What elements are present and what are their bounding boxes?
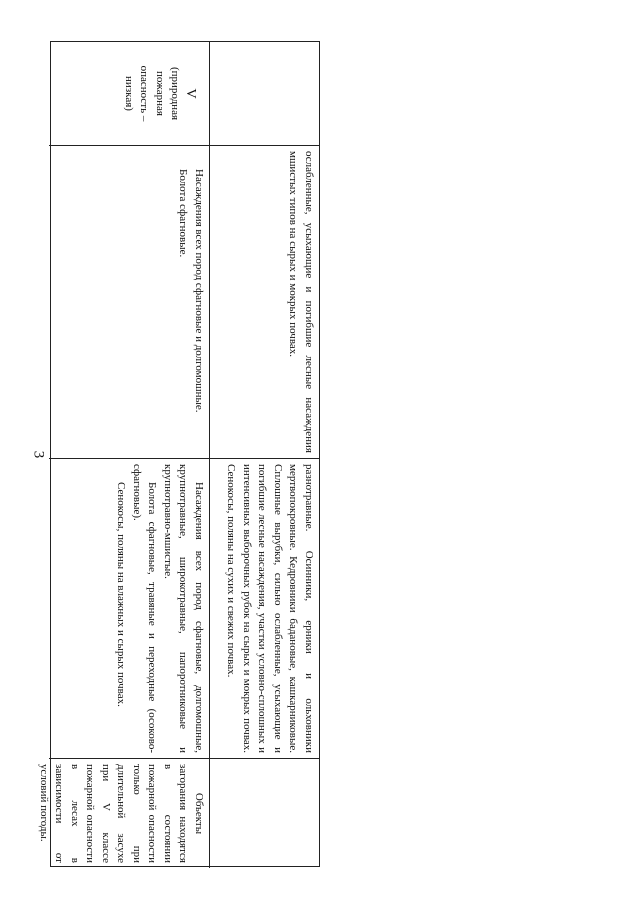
fire-hazard-table [38,41,320,867]
other-lands-text-row2-a: Насаждения всех пород сфагновые, долгомошные, крупнотравные, широкотравные, папоротниковые и крупнотравно-мшистые. [162,464,205,753]
class-cell-row1 [209,42,319,146]
page-number: 3 [30,450,47,459]
forest-types-text-row2-b: Болота сфагновые. [177,169,190,258]
forest-types-text-row2-a: Насаждения всех пород сфагновые и долгомошные. [193,169,205,413]
other-lands-text-row1: разнотравные. Осинники, ерники и ольховники мертвопокровные. Кедровники бадановые, кашкарниковые. Сплошные вырубки, сильно ослабленные, усыхающие и погибшие лесные насаждения, участки условно-сплошных и интенсивных выборочных рубок на сырых и мокрых почвах. Сенокосы, поляны на сухих и свежих почвах. [225,464,315,753]
other-lands-cell-row2 [49,459,209,759]
class-cell-row2 [49,42,209,146]
notes-cell-row1 [209,759,319,868]
forest-types-text-row1: ослабленные, усыхающие и погибшие лесные насаждения мшистых типов на сырых и мокрых почвах. [287,151,315,453]
notes-title-row2: Объекты [193,792,205,835]
forest-types-cell-row2 [49,146,209,459]
class-label-row2: V [183,88,198,99]
notes-cell-row2 [38,759,209,868]
other-lands-cell-row1 [209,459,319,759]
other-lands-text-row2-b: Болота сфагновые, травяные и переходные (осоково-сфагновые). [131,464,159,753]
class-description-row2: (природная пожарная опасность – низкая) [123,65,182,122]
forest-types-cell-row1 [209,146,319,459]
table-rotation-wrapper [38,41,320,867]
other-lands-text-row2-c: Сенокосы, поляны на влажных и сырых почвах. [115,482,128,707]
notes-text-row2: загорания находятся в состоянии пожарной опасности только при длительной засухе при V классе пожарной опасности в лесах в зависимости от условий погоды. [38,764,190,863]
